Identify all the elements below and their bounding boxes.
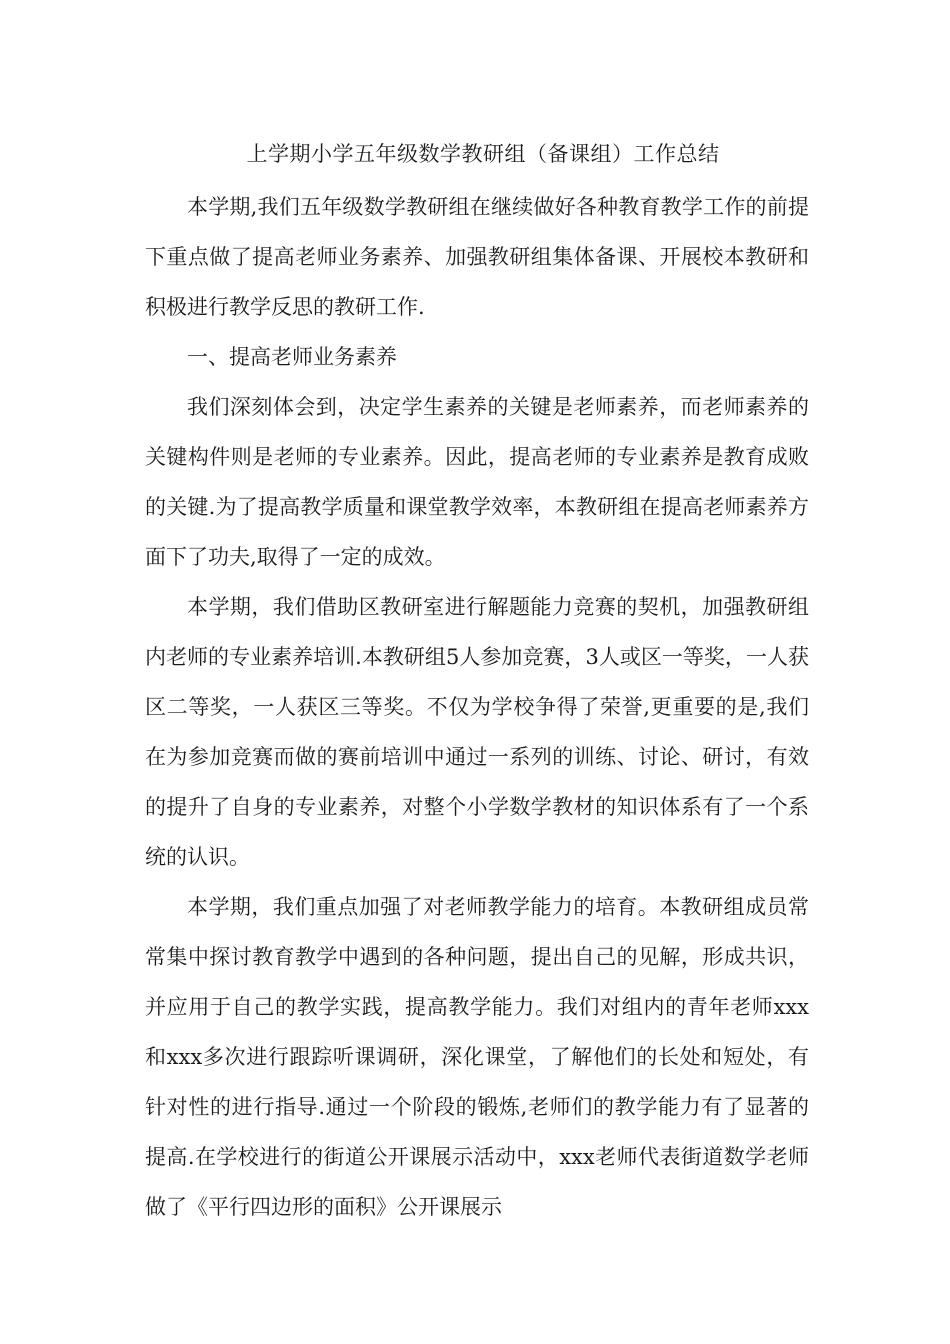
paragraph-teaching-ability: 本学期，我们重点加强了对老师教学能力的培育。本教研组成员常常集中探讨教育教学中遇到的各种问题，提出自己的见解，形成共识，并应用于自己的教学实践，提高教学能力。我们对组内的青年老师xxx和xxx多次进行跟踪听课调研，深化课堂，了解他们的长处和短处，有针对性的进行指导.通过一个阶段的锻炼,老师们的教学能力有了显著的提高.在学校进行的街道公开课展示活动中，xxx老师代表街道数学老师做了《平行四边形的面积》公开课展示 <box>145 895 809 1219</box>
paragraph-competition: 本学期，我们借助区教研室进行解题能力竞赛的契机，加强教研组内老师的专业素养培训.本教研组5人参加竞赛，3人或区一等奖，一人获区二等奖，一人获区三等奖。不仅为学校争得了荣誉,更重要的是,我们在为参加竞赛而做的赛前培训中通过一系列的训练、讨论、研讨，有效的提升了自身的专业素养，对整个小学数学教材的知识体系有了一个系统的认识。 <box>145 595 809 869</box>
paragraph-intro: 本学期,我们五年级数学教研组在继续做好各种教育教学工作的前提下重点做了提高老师业务素养、加强教研组集体备课、开展校本教研和积极进行教学反思的教研工作. <box>145 195 809 319</box>
document-page <box>145 132 809 1232</box>
document-title: 上学期小学五年级数学教研组（备课组）工作总结 <box>246 142 720 166</box>
section-heading-1: 一、提高老师业务素养 <box>187 345 397 369</box>
paragraph-teacher-quality: 我们深刻体会到，决定学生素养的关键是老师素养，而老师素养的关键构件则是老师的专业素养。因此，提高老师的专业素养是教育成败的关键.为了提高教学质量和课堂教学效率，本教研组在提高老师素养方面下了功夫,取得了一定的成效。 <box>145 395 809 569</box>
